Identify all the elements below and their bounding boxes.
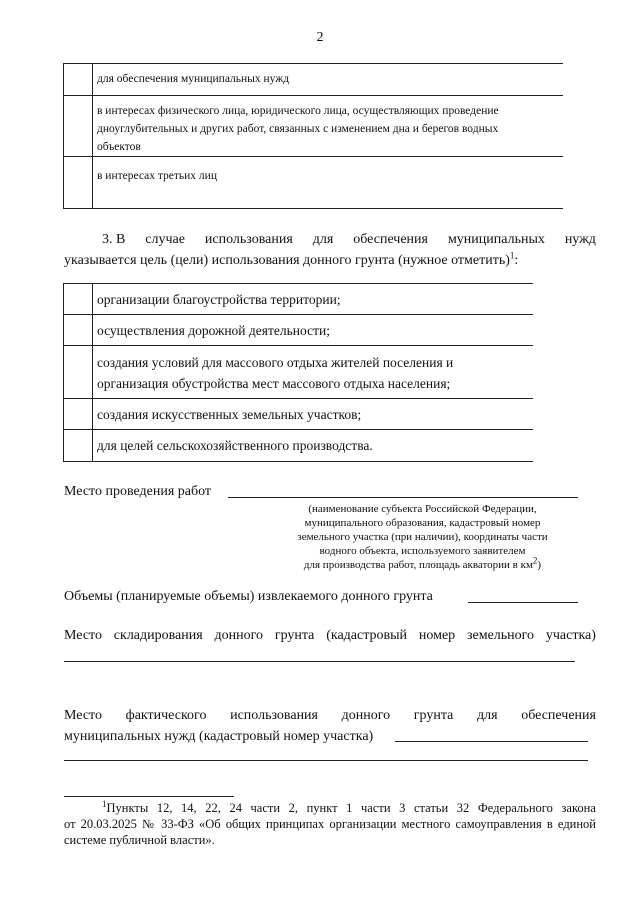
word: нужд (564, 232, 596, 247)
word: закона (561, 801, 596, 815)
purpose-checkbox-dredging[interactable] (63, 96, 93, 156)
storage-label (64, 626, 596, 646)
goal-option-label-line: создания условий для массового отдыха жителей поселения и (97, 355, 454, 370)
goal-option-label (93, 346, 453, 398)
goal-checkbox-agriculture[interactable] (63, 430, 93, 461)
footnote-line2: от 20.03.2025 № 33-ФЗ «Об общих принципах организации местного самоуправления в единой (64, 817, 596, 831)
word: 1 (346, 801, 353, 815)
goal-option-row (63, 284, 533, 315)
actual-use-field-line2[interactable] (64, 760, 588, 761)
punctuation: ) (537, 559, 542, 571)
purpose-options-table (63, 63, 563, 209)
word: складирования (113, 628, 203, 643)
actual-use-line1 (64, 706, 596, 726)
section3-text: указывается цель (цели) использования донного грунта (нужное отметить) (64, 253, 510, 268)
note-text: для производства работ, площадь акватории в км (303, 559, 533, 571)
purpose-option-label: в интересах третьих лиц (97, 170, 217, 182)
word: 2, (288, 801, 299, 815)
word (102, 800, 148, 816)
work-place-field[interactable] (228, 497, 578, 498)
goal-option-label: создания искусственных земельных участков; (97, 407, 362, 422)
purpose-option-label: в интересах физического лица, юридического лица, осуществляющих проведение дноуглубительных и других работ, связанных с изменением дна и берегов водных объектов (97, 105, 499, 153)
word: части (250, 801, 281, 815)
word: донного (214, 628, 264, 643)
word: Место (64, 628, 102, 643)
section3-line2 (64, 251, 596, 271)
goal-option-label: организации благоустройства территории; (97, 292, 341, 307)
word: номер (418, 628, 456, 643)
word: пункт (306, 801, 338, 815)
word: (кадастровый (326, 628, 408, 643)
word: Место (64, 708, 102, 723)
note-line: водного объекта, используемого заявителем (319, 545, 526, 557)
goal-checkbox-road[interactable] (63, 315, 93, 345)
goal-option-row (63, 315, 533, 346)
work-place-label: Место проведения работ (64, 484, 212, 499)
word: Федерального (477, 801, 553, 815)
note-line (270, 555, 575, 572)
purpose-checkbox-third-parties[interactable] (63, 157, 93, 208)
actual-use-field[interactable] (395, 741, 588, 742)
word: 32 (456, 801, 470, 815)
word: 3 (399, 801, 406, 815)
word-text: Пункты (106, 801, 149, 815)
purpose-checkbox-municipal[interactable] (63, 64, 93, 95)
word: 14, (181, 801, 197, 815)
word: части (361, 801, 391, 815)
volumes-label: Объемы (планируемые объемы) извлекаемого донного грунта (64, 589, 433, 604)
note-line: муниципального образования, кадастровый номер (304, 517, 541, 529)
punctuation: : (514, 253, 519, 268)
word: 22, (205, 801, 221, 815)
word: для (312, 232, 334, 247)
goal-options-table (63, 283, 533, 462)
footnote-line3: системе публичной власти». (64, 833, 215, 847)
goal-option-row (63, 399, 533, 430)
word: 24 (229, 801, 242, 815)
word: для (477, 708, 498, 723)
word: донного (341, 708, 391, 723)
superscript: 2 (532, 555, 538, 566)
word: обеспечения (353, 232, 428, 247)
purpose-option-label: для обеспечения муниципальных нужд (97, 73, 290, 85)
goal-checkbox-artificial-land[interactable] (63, 399, 93, 429)
purpose-option-row (63, 157, 563, 209)
word: земельного (466, 628, 535, 643)
word: 12, (156, 801, 173, 815)
word: 3. В (102, 232, 126, 247)
word: использования (230, 708, 318, 723)
volumes-field[interactable] (468, 602, 578, 603)
footnote-mark: 1 (102, 798, 107, 809)
purpose-option-row (63, 64, 563, 96)
goal-option-row (63, 430, 533, 462)
actual-use-line2: муниципальных нужд (кадастровый номер участка) (64, 729, 374, 744)
section3-line1 (102, 230, 596, 250)
word: грунта (274, 628, 315, 643)
storage-field[interactable] (64, 661, 575, 662)
word: статьи (413, 801, 449, 815)
goal-option-row (63, 346, 533, 399)
footnote-ref: 1 (509, 250, 515, 261)
goal-option-label: осуществления дорожной деятельности; (97, 323, 330, 338)
page-number: 2 (316, 30, 324, 45)
goal-option-label: для целей сельскохозяйственного производства. (97, 438, 373, 453)
goal-checkbox-recreation[interactable] (63, 346, 93, 398)
footnote (64, 800, 596, 848)
word: участка) (545, 628, 596, 643)
word: фактического (125, 708, 207, 723)
word: обеспечения (521, 708, 596, 723)
word: случае (145, 232, 185, 247)
purpose-option-row (63, 96, 563, 157)
footnote-line1 (64, 800, 596, 816)
work-place-note (270, 502, 575, 572)
goal-option-label-line: организация обустройства мест массового отдыха населения; (97, 376, 451, 391)
goal-checkbox-landscaping[interactable] (63, 284, 93, 314)
note-line: (наименование субъекта Российской Федерации, (308, 503, 537, 515)
word: муниципальных (447, 232, 545, 247)
note-line: земельного участка (при наличии), координаты части (297, 531, 548, 543)
footnote-separator (64, 796, 234, 797)
word: использования (204, 232, 293, 247)
word: грунта (413, 708, 454, 723)
